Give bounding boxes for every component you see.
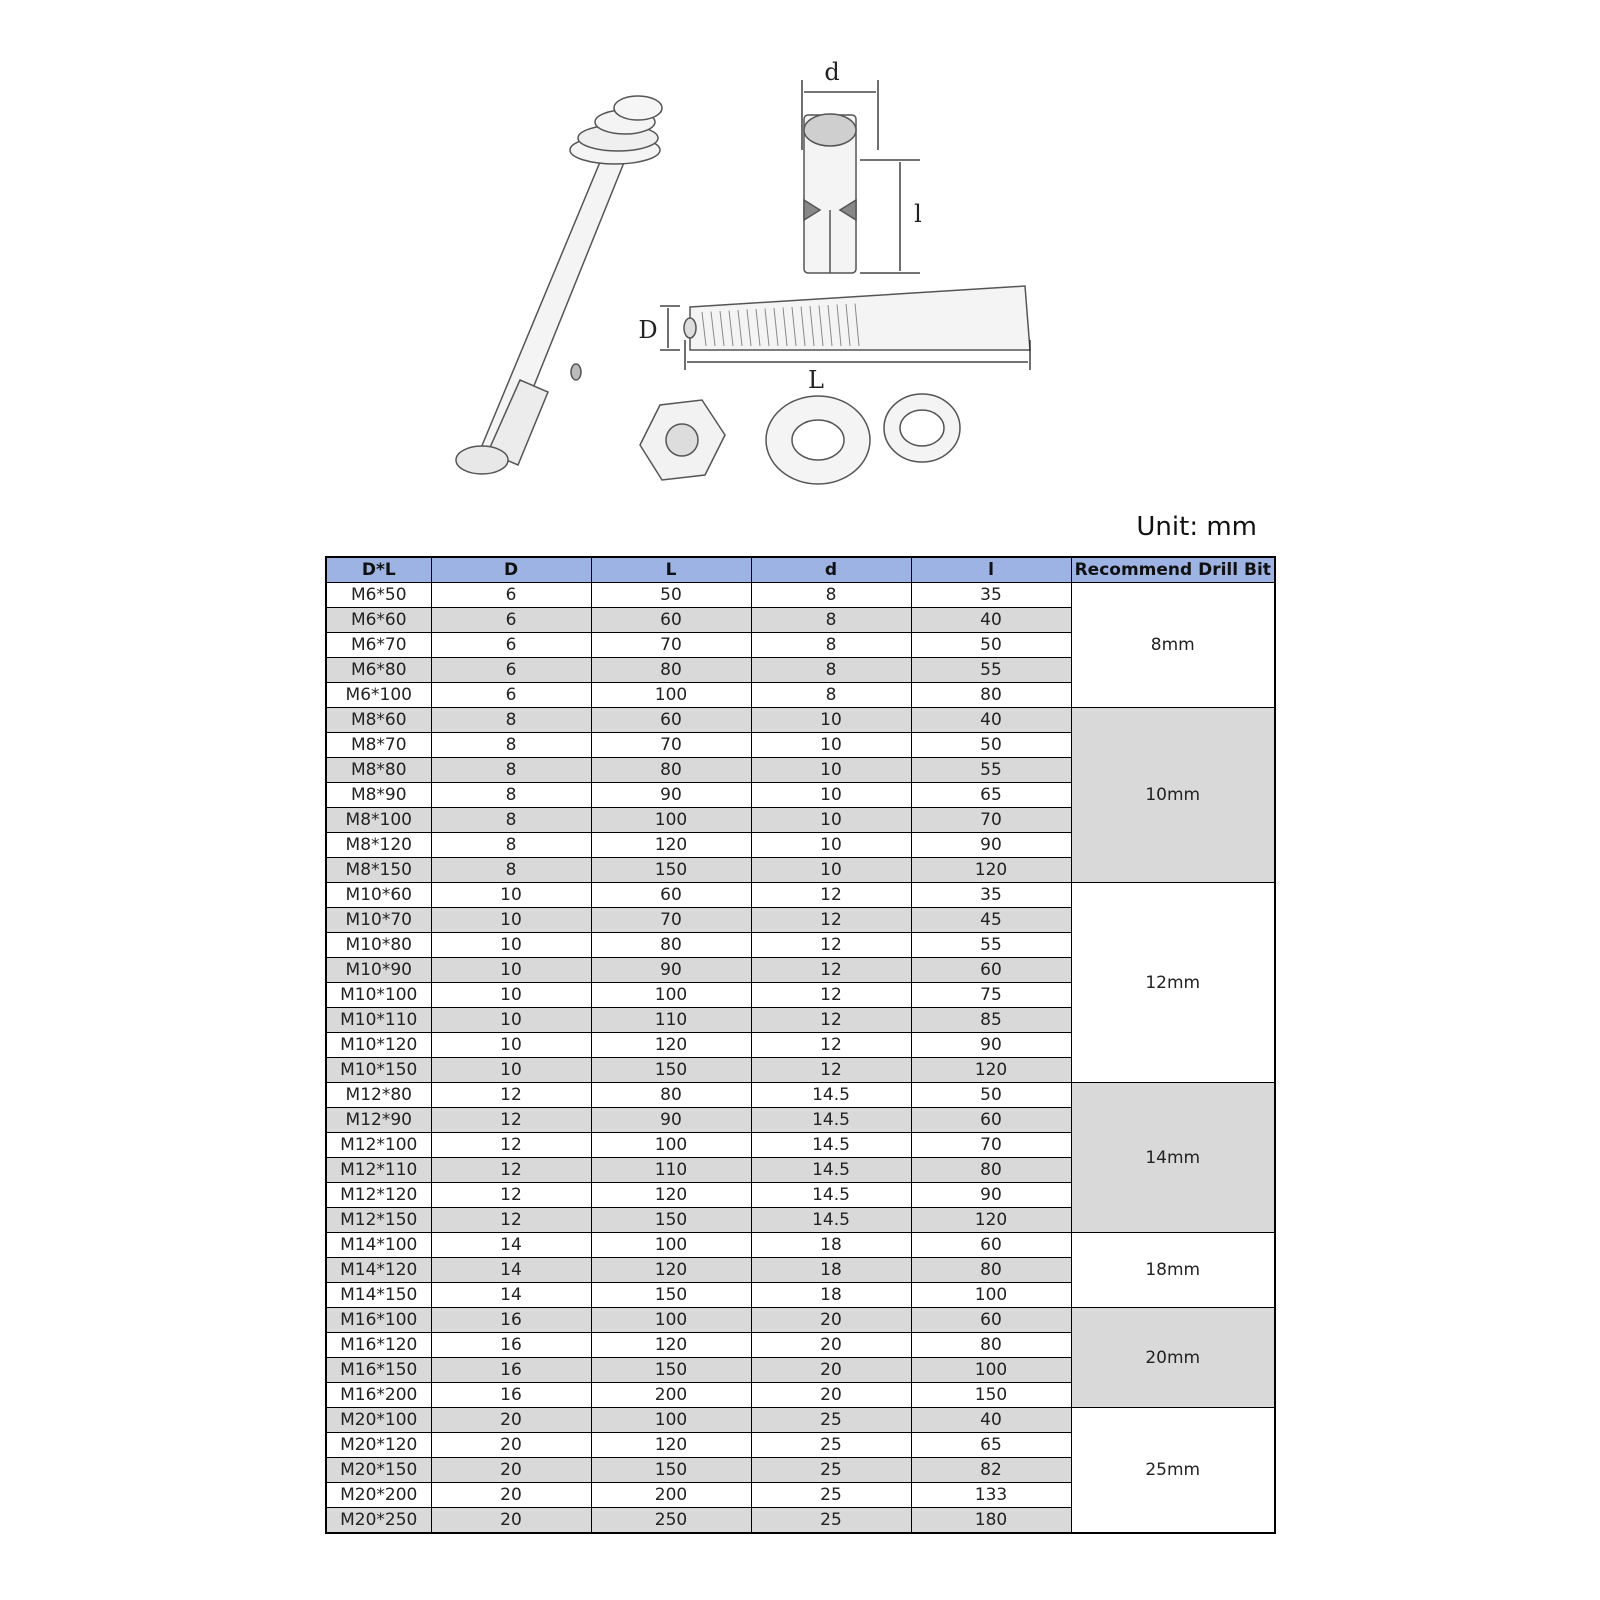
table-cell-dl: M10*100 <box>326 983 431 1008</box>
table-cell-D: 10 <box>431 1008 591 1033</box>
table-cell-l: 40 <box>911 1408 1071 1433</box>
table-cell-dl: M12*90 <box>326 1108 431 1133</box>
table-cell-l: 40 <box>911 608 1071 633</box>
table-cell-l: 100 <box>911 1358 1071 1383</box>
table-cell-L: 200 <box>591 1483 751 1508</box>
table-cell-l: 65 <box>911 783 1071 808</box>
table-cell-D: 16 <box>431 1383 591 1408</box>
table-cell-dl: M6*80 <box>326 658 431 683</box>
table-cell-d: 8 <box>751 633 911 658</box>
table-cell-d: 25 <box>751 1433 911 1458</box>
table-cell-L: 150 <box>591 1058 751 1083</box>
table-cell-d: 12 <box>751 883 911 908</box>
table-cell-dl: M6*100 <box>326 683 431 708</box>
table-cell-dl: M8*70 <box>326 733 431 758</box>
table-cell-L: 250 <box>591 1508 751 1534</box>
table-cell-dl: M16*100 <box>326 1308 431 1333</box>
table-cell-d: 10 <box>751 808 911 833</box>
table-cell-d: 10 <box>751 758 911 783</box>
expansion-sleeve <box>804 114 856 273</box>
table-cell-dl: M20*200 <box>326 1483 431 1508</box>
header-d: d <box>751 557 911 583</box>
table-cell-D: 6 <box>431 608 591 633</box>
table-cell-dl: M10*60 <box>326 883 431 908</box>
table-cell-L: 100 <box>591 1408 751 1433</box>
table-cell-dl: M8*100 <box>326 808 431 833</box>
table-cell-D: 14 <box>431 1233 591 1258</box>
table-cell-D: 6 <box>431 633 591 658</box>
table-cell-L: 200 <box>591 1383 751 1408</box>
header-drill-bit: Recommend Drill Bit <box>1071 557 1275 583</box>
drill-bit-cell: 14mm <box>1071 1083 1275 1233</box>
header-D: D <box>431 557 591 583</box>
table-row <box>326 1233 1275 1258</box>
table-cell-L: 80 <box>591 1083 751 1108</box>
table-cell-L: 100 <box>591 983 751 1008</box>
table-cell-L: 150 <box>591 1208 751 1233</box>
table-cell-l: 180 <box>911 1508 1071 1534</box>
table-cell-dl: M10*90 <box>326 958 431 983</box>
spec-table <box>325 556 1276 1534</box>
header-l: l <box>911 557 1071 583</box>
table-cell-l: 40 <box>911 708 1071 733</box>
table-cell-d: 12 <box>751 958 911 983</box>
table-cell-dl: M10*120 <box>326 1033 431 1058</box>
table-cell-L: 120 <box>591 1258 751 1283</box>
table-cell-D: 20 <box>431 1408 591 1433</box>
threaded-bolt <box>684 286 1030 350</box>
table-cell-D: 16 <box>431 1358 591 1383</box>
table-cell-l: 45 <box>911 908 1071 933</box>
table-cell-L: 110 <box>591 1158 751 1183</box>
table-cell-L: 80 <box>591 658 751 683</box>
table-cell-L: 70 <box>591 733 751 758</box>
table-cell-l: 55 <box>911 758 1071 783</box>
table-cell-L: 120 <box>591 1033 751 1058</box>
table-cell-D: 20 <box>431 1508 591 1534</box>
table-row <box>326 1083 1275 1108</box>
table-cell-D: 12 <box>431 1133 591 1158</box>
table-cell-l: 82 <box>911 1458 1071 1483</box>
table-cell-l: 100 <box>911 1283 1071 1308</box>
table-cell-D: 10 <box>431 1058 591 1083</box>
table-cell-l: 80 <box>911 683 1071 708</box>
drill-bit-cell: 12mm <box>1071 883 1275 1083</box>
table-cell-D: 6 <box>431 583 591 608</box>
table-cell-d: 18 <box>751 1283 911 1308</box>
table-cell-d: 10 <box>751 708 911 733</box>
table-cell-l: 90 <box>911 1033 1071 1058</box>
table-cell-L: 100 <box>591 683 751 708</box>
table-cell-D: 8 <box>431 783 591 808</box>
table-cell-l: 60 <box>911 1233 1071 1258</box>
table-cell-dl: M8*80 <box>326 758 431 783</box>
table-cell-L: 150 <box>591 1358 751 1383</box>
table-cell-dl: M16*200 <box>326 1383 431 1408</box>
table-cell-L: 50 <box>591 583 751 608</box>
table-cell-D: 12 <box>431 1158 591 1183</box>
table-cell-D: 8 <box>431 808 591 833</box>
table-cell-dl: M8*60 <box>326 708 431 733</box>
table-cell-d: 12 <box>751 1033 911 1058</box>
table-cell-dl: M16*150 <box>326 1358 431 1383</box>
table-cell-l: 55 <box>911 933 1071 958</box>
table-cell-D: 8 <box>431 858 591 883</box>
table-cell-L: 70 <box>591 633 751 658</box>
drill-bit-cell: 20mm <box>1071 1308 1275 1408</box>
table-header-row <box>326 557 1275 583</box>
table-cell-D: 12 <box>431 1083 591 1108</box>
label-l: l <box>914 200 922 228</box>
table-cell-d: 18 <box>751 1258 911 1283</box>
table-cell-L: 80 <box>591 933 751 958</box>
table-cell-L: 120 <box>591 1433 751 1458</box>
table-cell-L: 60 <box>591 883 751 908</box>
table-cell-dl: M12*100 <box>326 1133 431 1158</box>
drill-bit-cell: 10mm <box>1071 708 1275 883</box>
label-d: d <box>824 58 840 86</box>
table-cell-l: 90 <box>911 833 1071 858</box>
table-cell-D: 20 <box>431 1458 591 1483</box>
table-cell-d: 25 <box>751 1408 911 1433</box>
table-cell-dl: M8*120 <box>326 833 431 858</box>
table-cell-dl: M6*70 <box>326 633 431 658</box>
table-cell-d: 10 <box>751 733 911 758</box>
drill-bit-cell: 25mm <box>1071 1408 1275 1534</box>
table-cell-L: 150 <box>591 1458 751 1483</box>
table-cell-d: 12 <box>751 1008 911 1033</box>
table-cell-D: 6 <box>431 683 591 708</box>
table-cell-L: 80 <box>591 758 751 783</box>
table-row <box>326 1408 1275 1433</box>
table-cell-D: 10 <box>431 983 591 1008</box>
table-cell-d: 12 <box>751 1058 911 1083</box>
table-cell-D: 16 <box>431 1308 591 1333</box>
table-cell-dl: M10*70 <box>326 908 431 933</box>
table-cell-D: 12 <box>431 1108 591 1133</box>
table-row <box>326 708 1275 733</box>
anchor-bolt-drawing <box>440 50 1100 510</box>
table-cell-d: 14.5 <box>751 1133 911 1158</box>
table-cell-D: 8 <box>431 833 591 858</box>
table-cell-d: 25 <box>751 1483 911 1508</box>
table-cell-l: 120 <box>911 858 1071 883</box>
table-cell-L: 60 <box>591 608 751 633</box>
table-cell-L: 90 <box>591 783 751 808</box>
table-cell-d: 8 <box>751 683 911 708</box>
table-cell-d: 12 <box>751 908 911 933</box>
table-cell-dl: M12*80 <box>326 1083 431 1108</box>
table-cell-d: 10 <box>751 858 911 883</box>
table-cell-d: 12 <box>751 983 911 1008</box>
table-cell-d: 10 <box>751 783 911 808</box>
table-cell-dl: M14*100 <box>326 1233 431 1258</box>
table-cell-l: 90 <box>911 1183 1071 1208</box>
table-cell-dl: M10*80 <box>326 933 431 958</box>
table-cell-D: 14 <box>431 1283 591 1308</box>
table-cell-dl: M20*250 <box>326 1508 431 1534</box>
table-cell-L: 120 <box>591 833 751 858</box>
table-cell-l: 80 <box>911 1258 1071 1283</box>
table-cell-l: 85 <box>911 1008 1071 1033</box>
table-cell-D: 10 <box>431 908 591 933</box>
table-cell-dl: M14*120 <box>326 1258 431 1283</box>
label-L: L <box>808 366 824 394</box>
table-cell-L: 90 <box>591 958 751 983</box>
table-cell-D: 8 <box>431 758 591 783</box>
table-cell-L: 120 <box>591 1333 751 1358</box>
label-D: D <box>638 316 658 344</box>
table-cell-l: 75 <box>911 983 1071 1008</box>
table-cell-L: 60 <box>591 708 751 733</box>
table-cell-l: 133 <box>911 1483 1071 1508</box>
table-cell-dl: M16*120 <box>326 1333 431 1358</box>
table-cell-L: 70 <box>591 908 751 933</box>
table-cell-D: 12 <box>431 1208 591 1233</box>
table-cell-d: 25 <box>751 1458 911 1483</box>
table-cell-d: 14.5 <box>751 1108 911 1133</box>
table-cell-l: 50 <box>911 633 1071 658</box>
unit-label: Unit: mm <box>1136 512 1257 542</box>
spec-table-body <box>326 583 1275 1534</box>
table-cell-D: 20 <box>431 1433 591 1458</box>
table-cell-d: 20 <box>751 1333 911 1358</box>
table-cell-l: 60 <box>911 1308 1071 1333</box>
table-cell-d: 12 <box>751 933 911 958</box>
drill-bit-cell: 8mm <box>1071 583 1275 708</box>
table-cell-dl: M8*90 <box>326 783 431 808</box>
table-cell-D: 12 <box>431 1183 591 1208</box>
table-cell-dl: M14*150 <box>326 1283 431 1308</box>
table-cell-L: 100 <box>591 808 751 833</box>
table-cell-d: 8 <box>751 583 911 608</box>
table-cell-dl: M12*110 <box>326 1158 431 1183</box>
table-cell-D: 10 <box>431 1033 591 1058</box>
header-DL: D*L <box>326 557 431 583</box>
table-row <box>326 883 1275 908</box>
table-cell-D: 16 <box>431 1333 591 1358</box>
table-cell-l: 80 <box>911 1158 1071 1183</box>
table-cell-d: 14.5 <box>751 1208 911 1233</box>
table-cell-l: 65 <box>911 1433 1071 1458</box>
table-cell-dl: M20*100 <box>326 1408 431 1433</box>
table-cell-d: 14.5 <box>751 1158 911 1183</box>
table-cell-D: 10 <box>431 883 591 908</box>
table-row <box>326 1308 1275 1333</box>
table-cell-dl: M12*150 <box>326 1208 431 1233</box>
table-cell-d: 14.5 <box>751 1183 911 1208</box>
table-row <box>326 583 1275 608</box>
table-cell-L: 110 <box>591 1008 751 1033</box>
table-cell-L: 150 <box>591 1283 751 1308</box>
table-cell-l: 70 <box>911 1133 1071 1158</box>
table-cell-l: 150 <box>911 1383 1071 1408</box>
table-cell-l: 60 <box>911 958 1071 983</box>
table-cell-l: 80 <box>911 1333 1071 1358</box>
table-cell-D: 10 <box>431 958 591 983</box>
table-cell-D: 14 <box>431 1258 591 1283</box>
table-cell-l: 120 <box>911 1058 1071 1083</box>
table-cell-l: 35 <box>911 883 1071 908</box>
table-cell-d: 8 <box>751 658 911 683</box>
table-cell-d: 10 <box>751 833 911 858</box>
header-L: L <box>591 557 751 583</box>
table-cell-L: 100 <box>591 1233 751 1258</box>
table-cell-dl: M20*150 <box>326 1458 431 1483</box>
table-cell-dl: M10*150 <box>326 1058 431 1083</box>
table-cell-l: 60 <box>911 1108 1071 1133</box>
table-cell-d: 20 <box>751 1358 911 1383</box>
table-cell-d: 25 <box>751 1508 911 1534</box>
table-cell-dl: M20*120 <box>326 1433 431 1458</box>
table-cell-l: 55 <box>911 658 1071 683</box>
table-cell-d: 20 <box>751 1308 911 1333</box>
assembled-anchor-bolt <box>456 96 662 474</box>
table-cell-L: 100 <box>591 1308 751 1333</box>
table-cell-L: 120 <box>591 1183 751 1208</box>
table-cell-D: 10 <box>431 933 591 958</box>
table-cell-d: 18 <box>751 1233 911 1258</box>
table-cell-d: 20 <box>751 1383 911 1408</box>
table-cell-l: 35 <box>911 583 1071 608</box>
table-cell-D: 8 <box>431 733 591 758</box>
table-cell-dl: M12*120 <box>326 1183 431 1208</box>
table-cell-D: 8 <box>431 708 591 733</box>
drill-bit-cell: 18mm <box>1071 1233 1275 1308</box>
table-cell-L: 150 <box>591 858 751 883</box>
table-cell-l: 50 <box>911 1083 1071 1108</box>
table-cell-d: 8 <box>751 608 911 633</box>
table-cell-dl: M10*110 <box>326 1008 431 1033</box>
table-cell-dl: M6*60 <box>326 608 431 633</box>
table-cell-d: 14.5 <box>751 1083 911 1108</box>
table-cell-dl: M8*150 <box>326 858 431 883</box>
table-cell-L: 90 <box>591 1108 751 1133</box>
table-cell-l: 50 <box>911 733 1071 758</box>
anchor-bolt-diagram <box>440 50 1100 510</box>
table-cell-L: 100 <box>591 1133 751 1158</box>
table-cell-l: 70 <box>911 808 1071 833</box>
table-cell-D: 20 <box>431 1483 591 1508</box>
table-cell-l: 120 <box>911 1208 1071 1233</box>
table-cell-dl: M6*50 <box>326 583 431 608</box>
table-cell-D: 6 <box>431 658 591 683</box>
